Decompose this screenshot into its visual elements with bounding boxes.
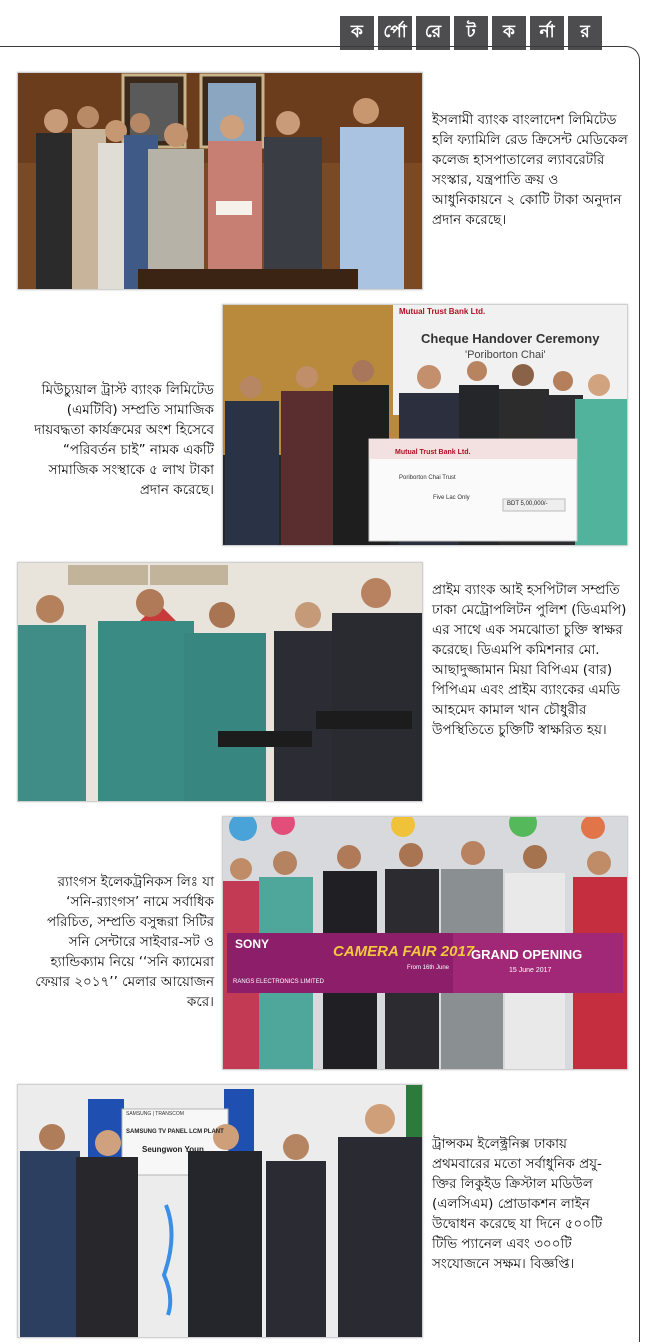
banner-brand: SONY — [235, 937, 270, 951]
banner-event: CAMERA FAIR 2017 — [333, 943, 475, 960]
photo-prime-bank-dmp-agreement — [17, 562, 423, 802]
banner-logo: Mutual Trust Bank Ltd. — [399, 307, 486, 316]
cheque-amount-words: Five Lac Only — [433, 495, 470, 501]
banner-grand-opening: GRAND OPENING — [471, 947, 583, 962]
cheque-bank: Mutual Trust Bank Ltd. — [395, 449, 471, 456]
banner-dates: From 16th June — [407, 965, 450, 971]
photo-mtb-cheque-handover — [222, 304, 628, 546]
banner-subtitle: 'Poriborton Chai' — [465, 349, 546, 361]
cheque-payee: Poriborton Chai Trust — [399, 475, 456, 481]
header-letter: ট — [454, 16, 488, 50]
header-letter: ক — [492, 16, 526, 50]
plaque-title: SAMSUNG TV PANEL LCM PLANT — [126, 1129, 224, 1135]
item-caption: র‌্যাংগস ইলেকট্রনিকস লিঃ যা ‘সনি-র‌্যাংগস’ নামে সর্বাধিক পরিচিত, সম্প্রতি বসুন্ধরা সিটির সনি সেন্টারে সাইবার-সট ও হ্যান্ডিক্যাম নিয়ে ‘‘সনি ক্যামেরা ফেয়ার ২০১৭’’ মেলার আয়োজন করে। — [35, 874, 214, 1010]
header-letter: ক — [340, 16, 374, 50]
photo-islami-bank-donation — [17, 72, 423, 290]
photo-sony-camera-fair — [222, 816, 628, 1070]
item-caption: ট্রান্সকম ইলেক্ট্রনিক্স ঢাকায় প্রথমবারের মতো সর্বাধুনিক প্রযু- ক্তির লিকুইড ক্রিস্টাল মডিউল (এলসিএম) প্রোডাকশন লাইন উদ্বোধন করেছে যা দিনে ৫০০টি টিভি প্যানেল এবং ৩০০টি সংযোজনে সক্ষম। বিজ্ঞপ্তি। — [432, 1136, 603, 1272]
header-letter: র্না — [530, 16, 564, 50]
banner-partner: RANGS ELECTRONICS LIMITED — [233, 979, 325, 985]
header-letter: র — [568, 16, 602, 50]
header-letter: র্পো — [378, 16, 412, 50]
plaque-name: Seungwon Youn — [142, 1145, 204, 1154]
item-caption: মিউচ্যুয়াল ট্রাস্ট ব্যাংক লিমিটেড (এমটিবি) সম্প্রতি সামাজিক দায়বদ্ধতা কার্যক্রমের অংশ হিসেবে “পরিবর্তন চাই” নামক একটি সামাজিক সংস্থাকে ৫ লাখ টাকা প্রদান করেছে। — [34, 382, 214, 498]
header-letter: রে — [416, 16, 450, 50]
photo-transcom-lcm-plant — [17, 1084, 423, 1338]
item-caption: ইসলামী ব্যাংক বাংলাদেশ লিমিটেড হলি ফ্যামিলি রেড ক্রিসেন্ট মেডিকেল কলেজ হাসপাতালের ল্যাবরেটরি সংস্কার, যন্ত্রপাতি ক্রয় ও আধুনিকায়নে ২ কোটি টাকা অনুদান প্রদান করেছে। — [432, 112, 628, 228]
banner-title: Cheque Handover Ceremony — [421, 331, 600, 346]
plaque-brands: SAMSUNG | TRANSCOM — [126, 1111, 184, 1117]
banner-grand-date: 15 June 2017 — [509, 967, 552, 974]
item-caption: প্রাইম ব্যাংক আই হসপিটাল সম্প্রতি ঢাকা মেট্রোপলিটন পুলিশ (ডিএমপি) এর সাথে এক সমঝোতা চুক্তি স্বাক্ষর করেছে। ডিএমপি কমিশনার মো. আছাদুজ্জামান মিয়া বিপিএম (বার) পিপিএম এবং প্রাইম ব্যাংকের এমডি আহমেদ কামাল খান চৌধুরীর উপস্থিতিতে চুক্তিটি স্বাক্ষরিত হয়। — [432, 582, 627, 738]
cheque-amount: BDT 5,00,000/- — [507, 501, 548, 507]
